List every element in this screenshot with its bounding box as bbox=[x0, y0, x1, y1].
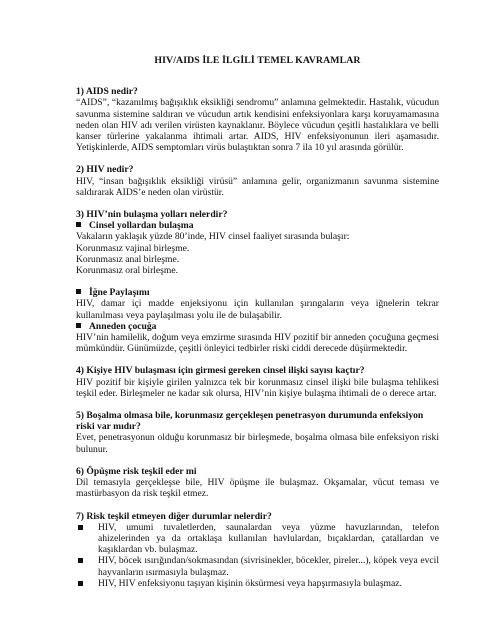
bullet-heading bbox=[76, 321, 439, 332]
bullet-heading-label: Cinsel yollardan bulaşma bbox=[89, 220, 194, 232]
transmission-line: Korunmasız oral birleşme. bbox=[76, 265, 179, 277]
bullet-intro: Vakaların yaklaşık yüzde 80’inde, HIV cinsel faaliyet sırasında bulaşır: bbox=[76, 231, 350, 243]
section-text: HIV pozitif bir kişiyle girilen yalnızca tek bir korunmasız cinsel ilişki bile bulaşma tehlikesi teşkil eder. Birleşmeler ne kadar sık olursa, HIV’nin kişiye bulaşma ihtimali de o derece artar. bbox=[76, 376, 439, 399]
bullet-text: HIV’nin hamilelik, doğum veya emzirme sırasında HIV pozitif bir anneden çocuğuna geçmesi mümkündür. Günümüzde, çeşitli önleyici tedbirler riski ciddi derecede düşürmektedir. bbox=[76, 332, 439, 355]
list-item: HIV, HIV enfeksiyonu taşıyan kişinin öksürmesi veya hapşırmasıyla bulaşmaz. bbox=[76, 578, 439, 589]
section-penetration bbox=[76, 410, 439, 455]
section-heading: 3) HIV’nin bulaşma yolları nelerdir? bbox=[76, 209, 228, 221]
square-bullet-icon bbox=[76, 222, 81, 227]
bullet-heading bbox=[76, 287, 439, 298]
square-bullet-icon bbox=[78, 558, 83, 563]
bullet-heading-label: İğne Paylaşımı bbox=[89, 287, 150, 299]
transmission-line: Korunmasız vajinal birleşme. bbox=[76, 242, 190, 254]
square-bullet-icon bbox=[76, 289, 81, 294]
section-text: Evet, penetrasyonun olduğu korunmasız bir birleşmede, boşalma olmasa bile enfeksiyon riski bulunur. bbox=[76, 432, 439, 455]
bullet-heading-label: Anneden çocuğa bbox=[89, 320, 157, 332]
list-item: HIV, böcek ısırığından/sokmasından (sivrisinekler, böcekler, pireler...), köpek veya evcil hayvanların ısırmasıyla bulaşmaz. bbox=[76, 555, 439, 577]
section-heading: 4) Kişiye HIV bulaşması için girmesi gereken cinsel ilişki sayısı kaçtır? bbox=[76, 365, 365, 377]
section-text: Dil temasıyla gerçekleşse bile, HIV öpüşme ile bulaşmaz. Okşamalar, vücut teması ve mastürbasyon da risk teşkil etmez. bbox=[76, 477, 439, 500]
square-bullet-icon bbox=[78, 525, 83, 530]
section-no-risk bbox=[76, 511, 439, 589]
section-contact-count bbox=[76, 365, 439, 399]
transmission-line: Korunmasız anal birleşme. bbox=[76, 253, 180, 265]
section-text: HIV, “insan bağışıklık eksikliği virüsü” anlamına gelir, organizmanın savunma sistemine saldırarak AIDS’e neden olan virüstür. bbox=[76, 175, 439, 198]
section-heading: 6) Öpüşme risk teşkil eder mi bbox=[76, 465, 197, 477]
section-transmission bbox=[76, 209, 439, 354]
bullet-heading bbox=[76, 220, 439, 231]
square-bullet-icon bbox=[76, 323, 81, 328]
no-risk-list bbox=[76, 522, 439, 589]
section-heading: 2) HIV nedir? bbox=[76, 164, 134, 176]
section-hiv bbox=[76, 164, 439, 198]
section-heading: 7) Risk teşkil etmeyen diğer durumlar nelerdir? bbox=[76, 510, 272, 522]
section-aids bbox=[76, 86, 439, 153]
section-kissing bbox=[76, 466, 439, 500]
document-title: HIV/AIDS İLE İLGİLİ TEMEL KAVRAMLAR bbox=[154, 55, 361, 66]
section-text: “AIDS”, “kazanılmış bağışıklık eksikliği sendromu” anlamına gelmektedir. Hastalık, vücudun savunma sistemine saldıran ve vücudun artık kendisini enfeksiyonlara karşı koruyamamasına neden olan HIV adı verilen virüsten kaynaklanır. Böylece vücudun çeşitli hastalıklara ve belli kanser türlerine yakalanma ihtimali artar. AIDS, HIV enfeksiyonunun ileri aşamasıdır. Yetişkinlerde, AIDS semptomları virüs bulaştıktan sonra 7 ila 10 yıl arasında görülür. bbox=[76, 97, 439, 154]
list-item: HIV, umumi tuvaletlerden, saunalardan veya yüzme havuzlarından, telefon ahizelerinden ya da ortaklaşa kullanılan havlulardan, bıçaklardan, çatallardan ve kaşıklardan vb. bulaşmaz. bbox=[76, 522, 439, 556]
bullet-text: HIV, damar içi madde enjeksiyonu için kullanılan şırıngaların veya iğnelerin tekrar kullanılması veya paylaşılması yolu ile de bulaşabilir. bbox=[76, 298, 439, 321]
section-heading: 1) AIDS nedir? bbox=[76, 86, 138, 98]
square-bullet-icon bbox=[78, 581, 83, 586]
section-heading: 5) Boşalma olmasa bile, korunmasız gerçekleşen penetrasyon durumunda enfeksiyon riski var mıdır? bbox=[76, 410, 424, 433]
